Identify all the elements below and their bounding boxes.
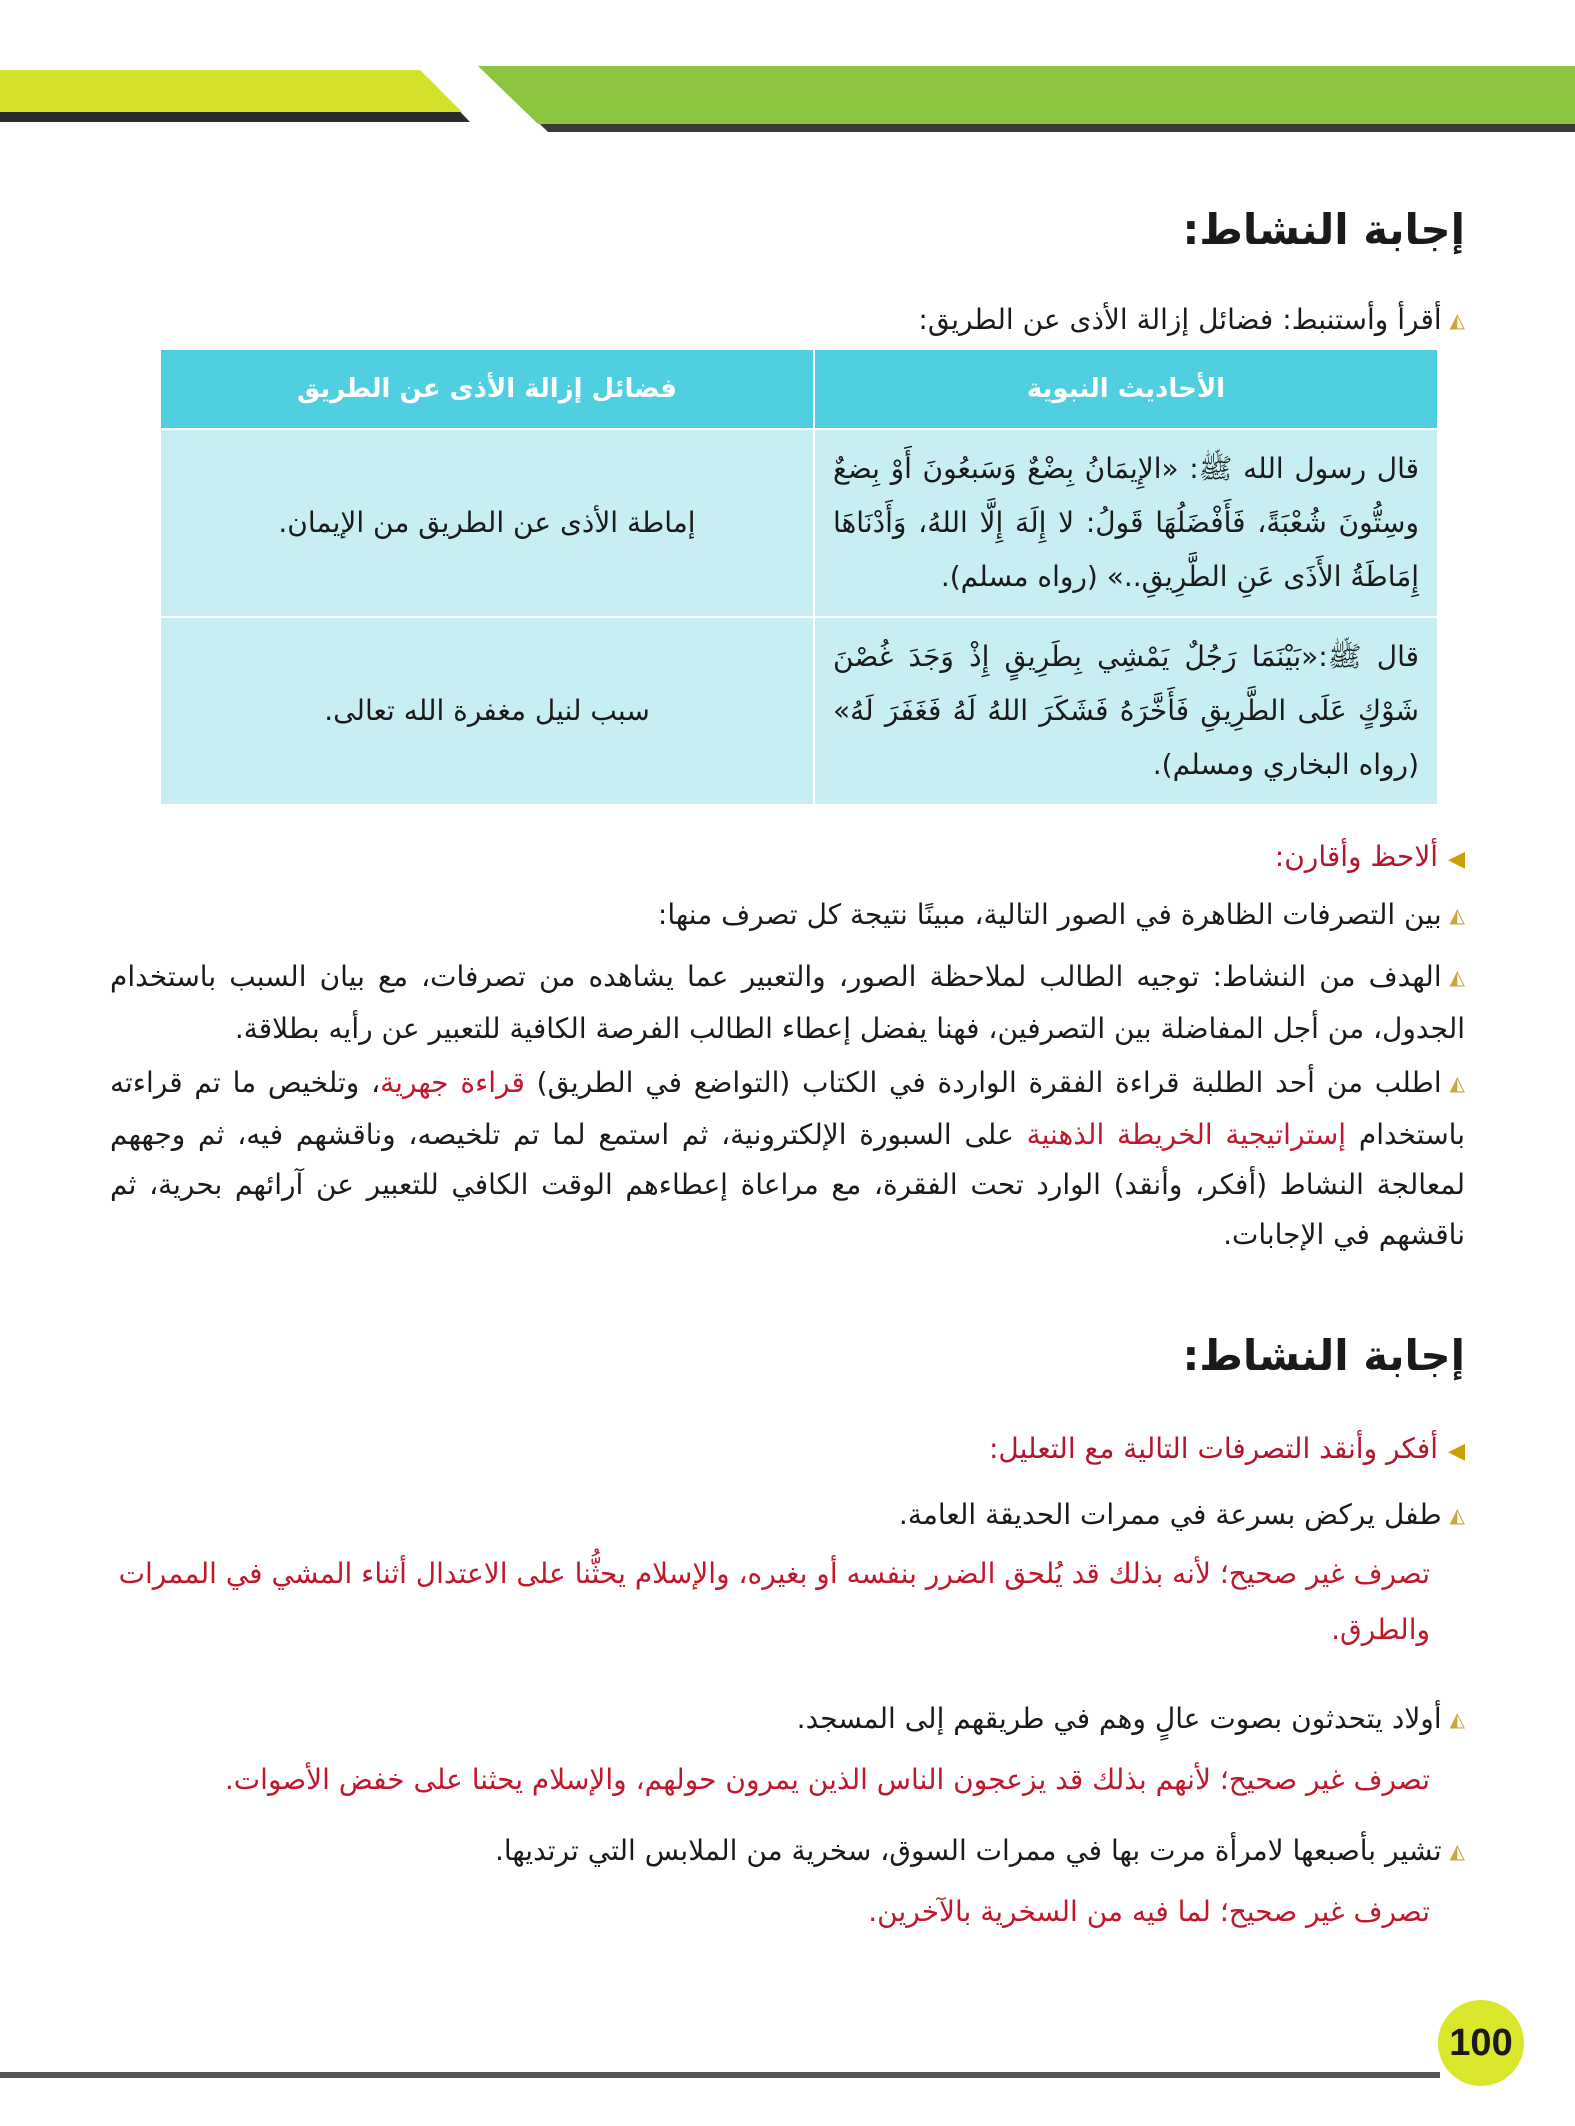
- goal-paragraph: ◭الهدف من النشاط: توجيه الطالب لملاحظة الصور، والتعبير عما يشاهده من تصرفات، مع بيان السبب باستخدام الجدول، من أجل المفاضلة بين التصرفين، فهنا يفضل إعطاء الطالب الفرصة الكافية للتعبير عن رأيه بطلاقة.: [110, 952, 1465, 1054]
- answer-text: تصرف غير صحيح؛ لأنهم بذلك قد يزعجون الناس الذين يمرون حولهم، والإسلام يحثنا على خفض الأصوات.: [224, 1763, 1430, 1796]
- activity-answer-heading: إجابة النشاط:: [1182, 205, 1465, 254]
- question-item: ◭أولاد يتحدثون بصوت عالٍ وهم في طريقهم إلى المسجد.: [110, 1694, 1465, 1746]
- hadith-table: [161, 350, 1437, 804]
- bullet-icon: ◭: [1449, 1071, 1466, 1095]
- table-header-hadith: الأحاديث النبوية: [814, 350, 1437, 429]
- answer-text: تصرف غير صحيح؛ لما فيه من السخرية بالآخرين.: [868, 1895, 1430, 1928]
- bullet-icon: ◭: [1449, 1707, 1465, 1731]
- answer-text: تصرف غير صحيح؛ لأنه بذلك قد يُلحق الضرر بنفسه أو بغيره، والإسلام يحثُّنا على الاعتدال أثناء المشي في الممرات والطرق.: [118, 1557, 1430, 1646]
- hadith-cell: قال رسول الله ﷺ: «الإِيمَانُ بِضْعٌ وَسَبعُونَ أَوْ بِضعٌ وسِتُّونَ شُعْبَةً، فَأَفْضَلُهَا قَولُ: لا إِلَهَ إِلَّا اللهُ، وَأَدْنَاهَا إِمَاطَةُ الأَذَى عَنِ الطَّرِيقِ..» (رواه مسلم).: [814, 429, 1437, 617]
- intro-line: ◭أقرأ وأستنبط: فضائل إزالة الأذى عن الطريق:: [918, 298, 1465, 344]
- arrow-icon: ◀: [1448, 1439, 1465, 1464]
- highlight-reading: قراءة جهرية: [380, 1066, 525, 1099]
- virtue-cell: سبب لنيل مغفرة الله تعالى.: [161, 617, 814, 804]
- bullet-icon: ◭: [1449, 903, 1465, 927]
- page-number-badge: 100: [1438, 2000, 1524, 2086]
- table-header-virtues: فضائل إزالة الأذى عن الطريق: [161, 350, 814, 429]
- top-decorative-band: [0, 0, 1575, 140]
- virtue-cell: إماطة الأذى عن الطريق من الإيمان.: [161, 429, 814, 617]
- question-item: ◭طفل يركض بسرعة في ممرات الحديقة العامة.: [110, 1490, 1465, 1542]
- footer-rule: [0, 2072, 1440, 2078]
- hadith-cell: قال ﷺ:«بَيْنَمَا رَجُلٌ يَمْشِي بِطَرِيقٍ إِذْ وَجَدَ غُصْنَ شَوْكٍ عَلَى الطَّرِيقِ فَأَخَّرَهُ فَشَكَرَ اللهُ لَهُ فَغَفَرَ لَهُ» (رواه البخاري ومسلم).: [814, 617, 1437, 804]
- arrow-icon: ◀: [1448, 847, 1465, 872]
- instruction-paragraph: ◭اطلب من أحد الطلبة قراءة الفقرة الواردة في الكتاب (التواضع في الطريق) قراءة جهرية، وتلخيص ما تم قراءته باستخدام إستراتيجية الخريطة الذهنية على السبورة الإلكترونية، ثم استمع لما تم تلخيصه، وناقشهم فيه، ثم وجههم لمعالجة النشاط (أفكر، وأنقد) الوارد تحت الفقرة، مع مراعاة إعطاءهم الوقت الكافي للتعبير عن آرائهم بحرية، ثم ناقشهم في الإجابات.: [110, 1058, 1465, 1260]
- bullet-icon: ◭: [1449, 1503, 1465, 1527]
- bullet-icon: ◭: [1449, 965, 1465, 989]
- observe-title: ◀ألاحظ وأقارن:: [110, 832, 1465, 885]
- table-row: [161, 429, 1437, 617]
- question-item: ◭تشير بأصبعها لامرأة مرت بها في ممرات السوق، سخرية من الملابس التي ترتديها.: [110, 1826, 1465, 1878]
- bullet-icon: ◭: [1449, 308, 1465, 332]
- highlight-mindmap: إستراتيجية الخريطة الذهنية: [1026, 1118, 1347, 1151]
- think-title: ◀أفكر وأنقد التصرفات التالية مع التعليل:: [110, 1424, 1465, 1477]
- activity-answer-heading-2: إجابة النشاط:: [1182, 1331, 1465, 1380]
- observe-line: ◭بين التصرفات الظاهرة في الصور التالية، مبينًا نتيجة كل تصرف منها:: [110, 890, 1465, 942]
- bullet-icon: ◭: [1449, 1839, 1465, 1863]
- table-row: [161, 617, 1437, 804]
